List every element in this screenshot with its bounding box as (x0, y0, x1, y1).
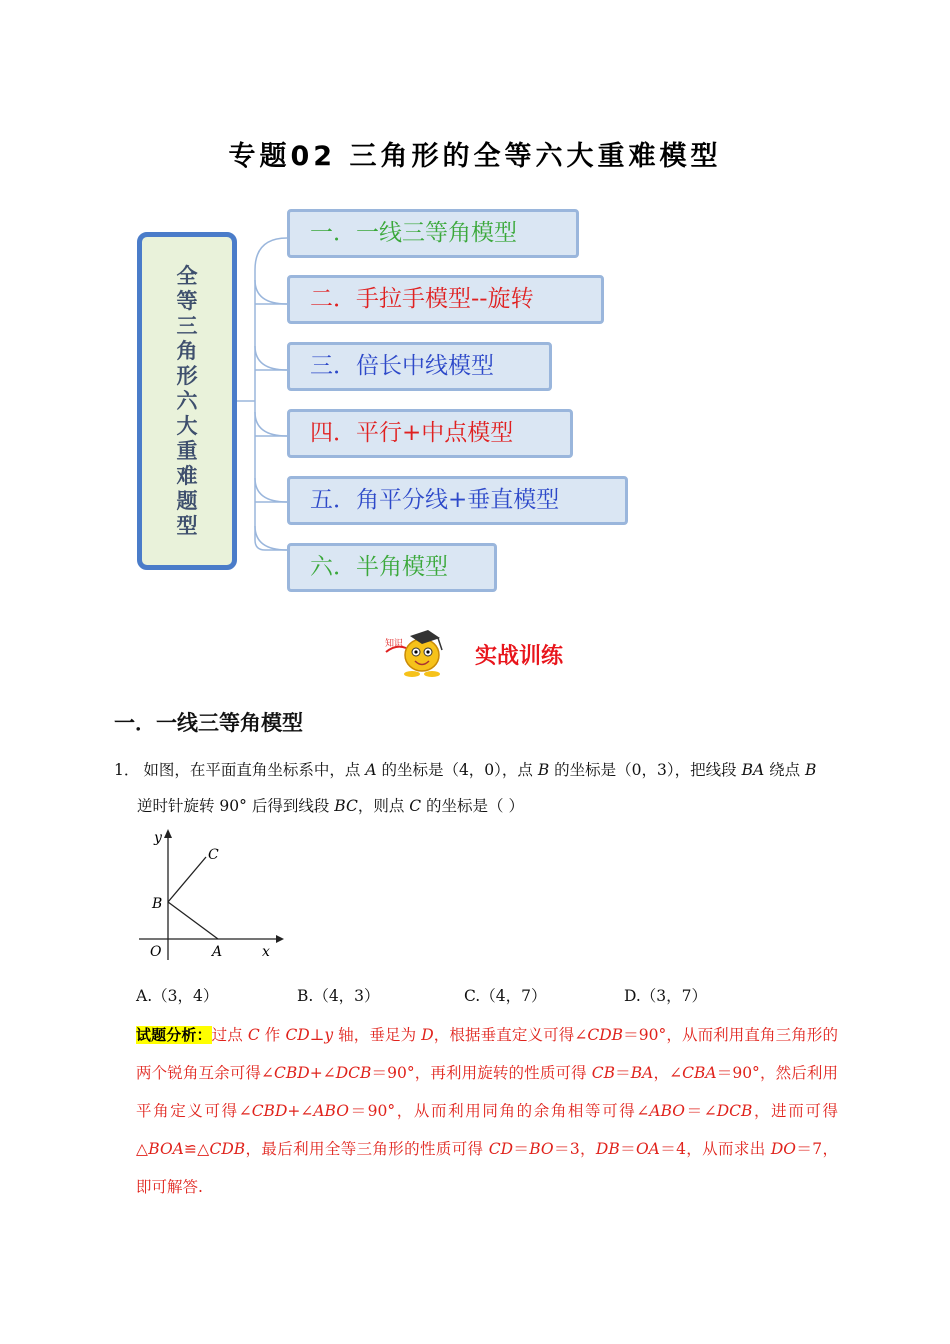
math-symbol: ABO (649, 1102, 685, 1120)
text-run: ，最后利用全等三角形的性质可得 (245, 1140, 489, 1158)
text-run: ＝7，即可解答. (136, 1140, 838, 1196)
math-symbol: OA (635, 1140, 660, 1158)
math-symbol: DB (595, 1140, 620, 1158)
text-run: 作 (259, 1026, 286, 1044)
math-symbol: DCB (716, 1102, 753, 1120)
math-symbol: D (421, 1026, 434, 1044)
text-run: ＝90°，从而利用同角的余角相等可得∠ (348, 1102, 650, 1120)
text-run: ，根据垂直定义可得∠ (433, 1026, 588, 1044)
math-symbol: CD (488, 1140, 513, 1158)
mindmap-root (137, 232, 237, 570)
text-run: ＝ (619, 1140, 636, 1158)
question-text-1 (143, 761, 816, 779)
text-run: ，则点 (357, 797, 410, 815)
text-run: ⊥ (309, 1026, 325, 1044)
branch-label: 六．半角模型 (310, 554, 448, 580)
math-symbol: CD (285, 1026, 310, 1044)
mindmap-branch-4 (287, 409, 573, 458)
analysis-body (136, 1026, 838, 1196)
math-symbol: ABO (313, 1102, 349, 1120)
mindmap-branch-1 (287, 209, 579, 258)
option-a[interactable]: A.（3，4） (136, 987, 219, 1005)
mindmap-branch-2 (287, 275, 604, 324)
point-c-label: C (208, 847, 219, 863)
text-run: ，∠ (653, 1064, 683, 1082)
option-b[interactable]: B.（4，3） (297, 987, 380, 1005)
text-run: +∠ (309, 1064, 336, 1082)
text-run: 逆时针旋转 90° 后得到线段 (137, 797, 335, 815)
math-symbol: C (409, 797, 422, 815)
branch-label: 一．一线三等角模型 (310, 220, 517, 246)
practice-heading (382, 628, 622, 678)
text-run: ＝90°，再利用旋转的性质可得 (371, 1064, 592, 1082)
origin-label: O (150, 944, 162, 960)
math-symbol: CBA (682, 1064, 717, 1082)
math-symbol: B (805, 761, 817, 779)
text-run: 的坐标是（4，0），点 (376, 761, 538, 779)
question-1 (114, 752, 838, 824)
math-symbol: CBD (274, 1064, 310, 1082)
y-label: y (154, 830, 162, 846)
branch-label: 四．平行+中点模型 (310, 420, 514, 446)
y-axis-arrow (164, 829, 172, 838)
mindmap-root-label: 全等三角形六大重难题型 (176, 263, 198, 538)
text-run: ＝3， (553, 1140, 596, 1158)
text-run: ＝ (615, 1064, 631, 1082)
math-symbol: y (324, 1026, 334, 1044)
math-symbol: CDB (587, 1026, 624, 1044)
segment-bc (168, 857, 206, 902)
text-run: ＝ (513, 1140, 530, 1158)
x-label: x (262, 944, 270, 960)
text-run: ＝∠ (684, 1102, 717, 1120)
option-d[interactable]: D.（3，7） (624, 987, 708, 1005)
math-symbol: B (537, 761, 550, 779)
question-text-2 (114, 788, 838, 824)
text-run: ≌△ (183, 1140, 210, 1158)
text-run: 过点 (211, 1026, 248, 1044)
text-run: 轴，垂足为 (333, 1026, 422, 1044)
branch-label: 三．倍长中线模型 (310, 353, 494, 379)
text-run: ＝90°，然后利用平角定义可得∠ (136, 1064, 838, 1120)
section-heading: 一．一线三等角模型 (114, 711, 303, 735)
math-symbol: CBD (251, 1102, 288, 1120)
text-run: ，进而可得△ (136, 1102, 838, 1158)
math-symbol: BO (529, 1140, 554, 1158)
math-symbol: BA (741, 761, 765, 779)
point-a-label: A (212, 944, 223, 960)
text-run: ＝4，从而求出 (659, 1140, 771, 1158)
mindmap-branch-3 (287, 342, 552, 391)
math-symbol: CDB (209, 1140, 246, 1158)
practice-label: 实战训练 (475, 644, 564, 669)
text-run: +∠ (287, 1102, 314, 1120)
option-c[interactable]: C.（4，7） (464, 987, 547, 1005)
mindmap-branch-6 (287, 543, 497, 592)
math-symbol: BOA (148, 1140, 184, 1158)
text-run: 绕点 (764, 761, 806, 779)
question-line-1 (114, 752, 838, 788)
mindmap-connectors (237, 230, 289, 580)
page-title: 专题02 三角形的全等六大重难模型 (228, 141, 722, 172)
math-symbol: DO (770, 1140, 797, 1158)
text-run: 如图，在平面直角坐标系中，点 (143, 761, 366, 779)
segment-ba (168, 902, 218, 939)
math-symbol: CB (591, 1064, 616, 1082)
branch-label: 五．角平分线+垂直模型 (310, 487, 560, 513)
analysis (136, 1016, 838, 1206)
coordinate-figure (134, 826, 284, 960)
point-b-label: B (152, 896, 163, 912)
text-run: 的坐标是（0，3），把线段 (549, 761, 742, 779)
math-symbol: C (247, 1026, 260, 1044)
mindmap-branch-5 (287, 476, 628, 525)
math-symbol: BA (630, 1064, 654, 1082)
mascot-icon (382, 628, 462, 678)
math-symbol: DCB (335, 1064, 372, 1082)
text-run: ＝90°，从而利用直角三角形的两个锐角互余可得∠ (136, 1026, 838, 1082)
text-run: 的坐标是（ ） (421, 797, 524, 815)
analysis-tag: 试题分析： (136, 1026, 212, 1044)
x-axis-arrow (276, 935, 284, 943)
mascot-text: 知识 (385, 639, 404, 649)
question-number: 1． (114, 761, 140, 779)
math-symbol: A (365, 761, 377, 779)
math-symbol: BC (334, 797, 358, 815)
branch-label: 二．手拉手模型--旋转 (310, 286, 534, 312)
